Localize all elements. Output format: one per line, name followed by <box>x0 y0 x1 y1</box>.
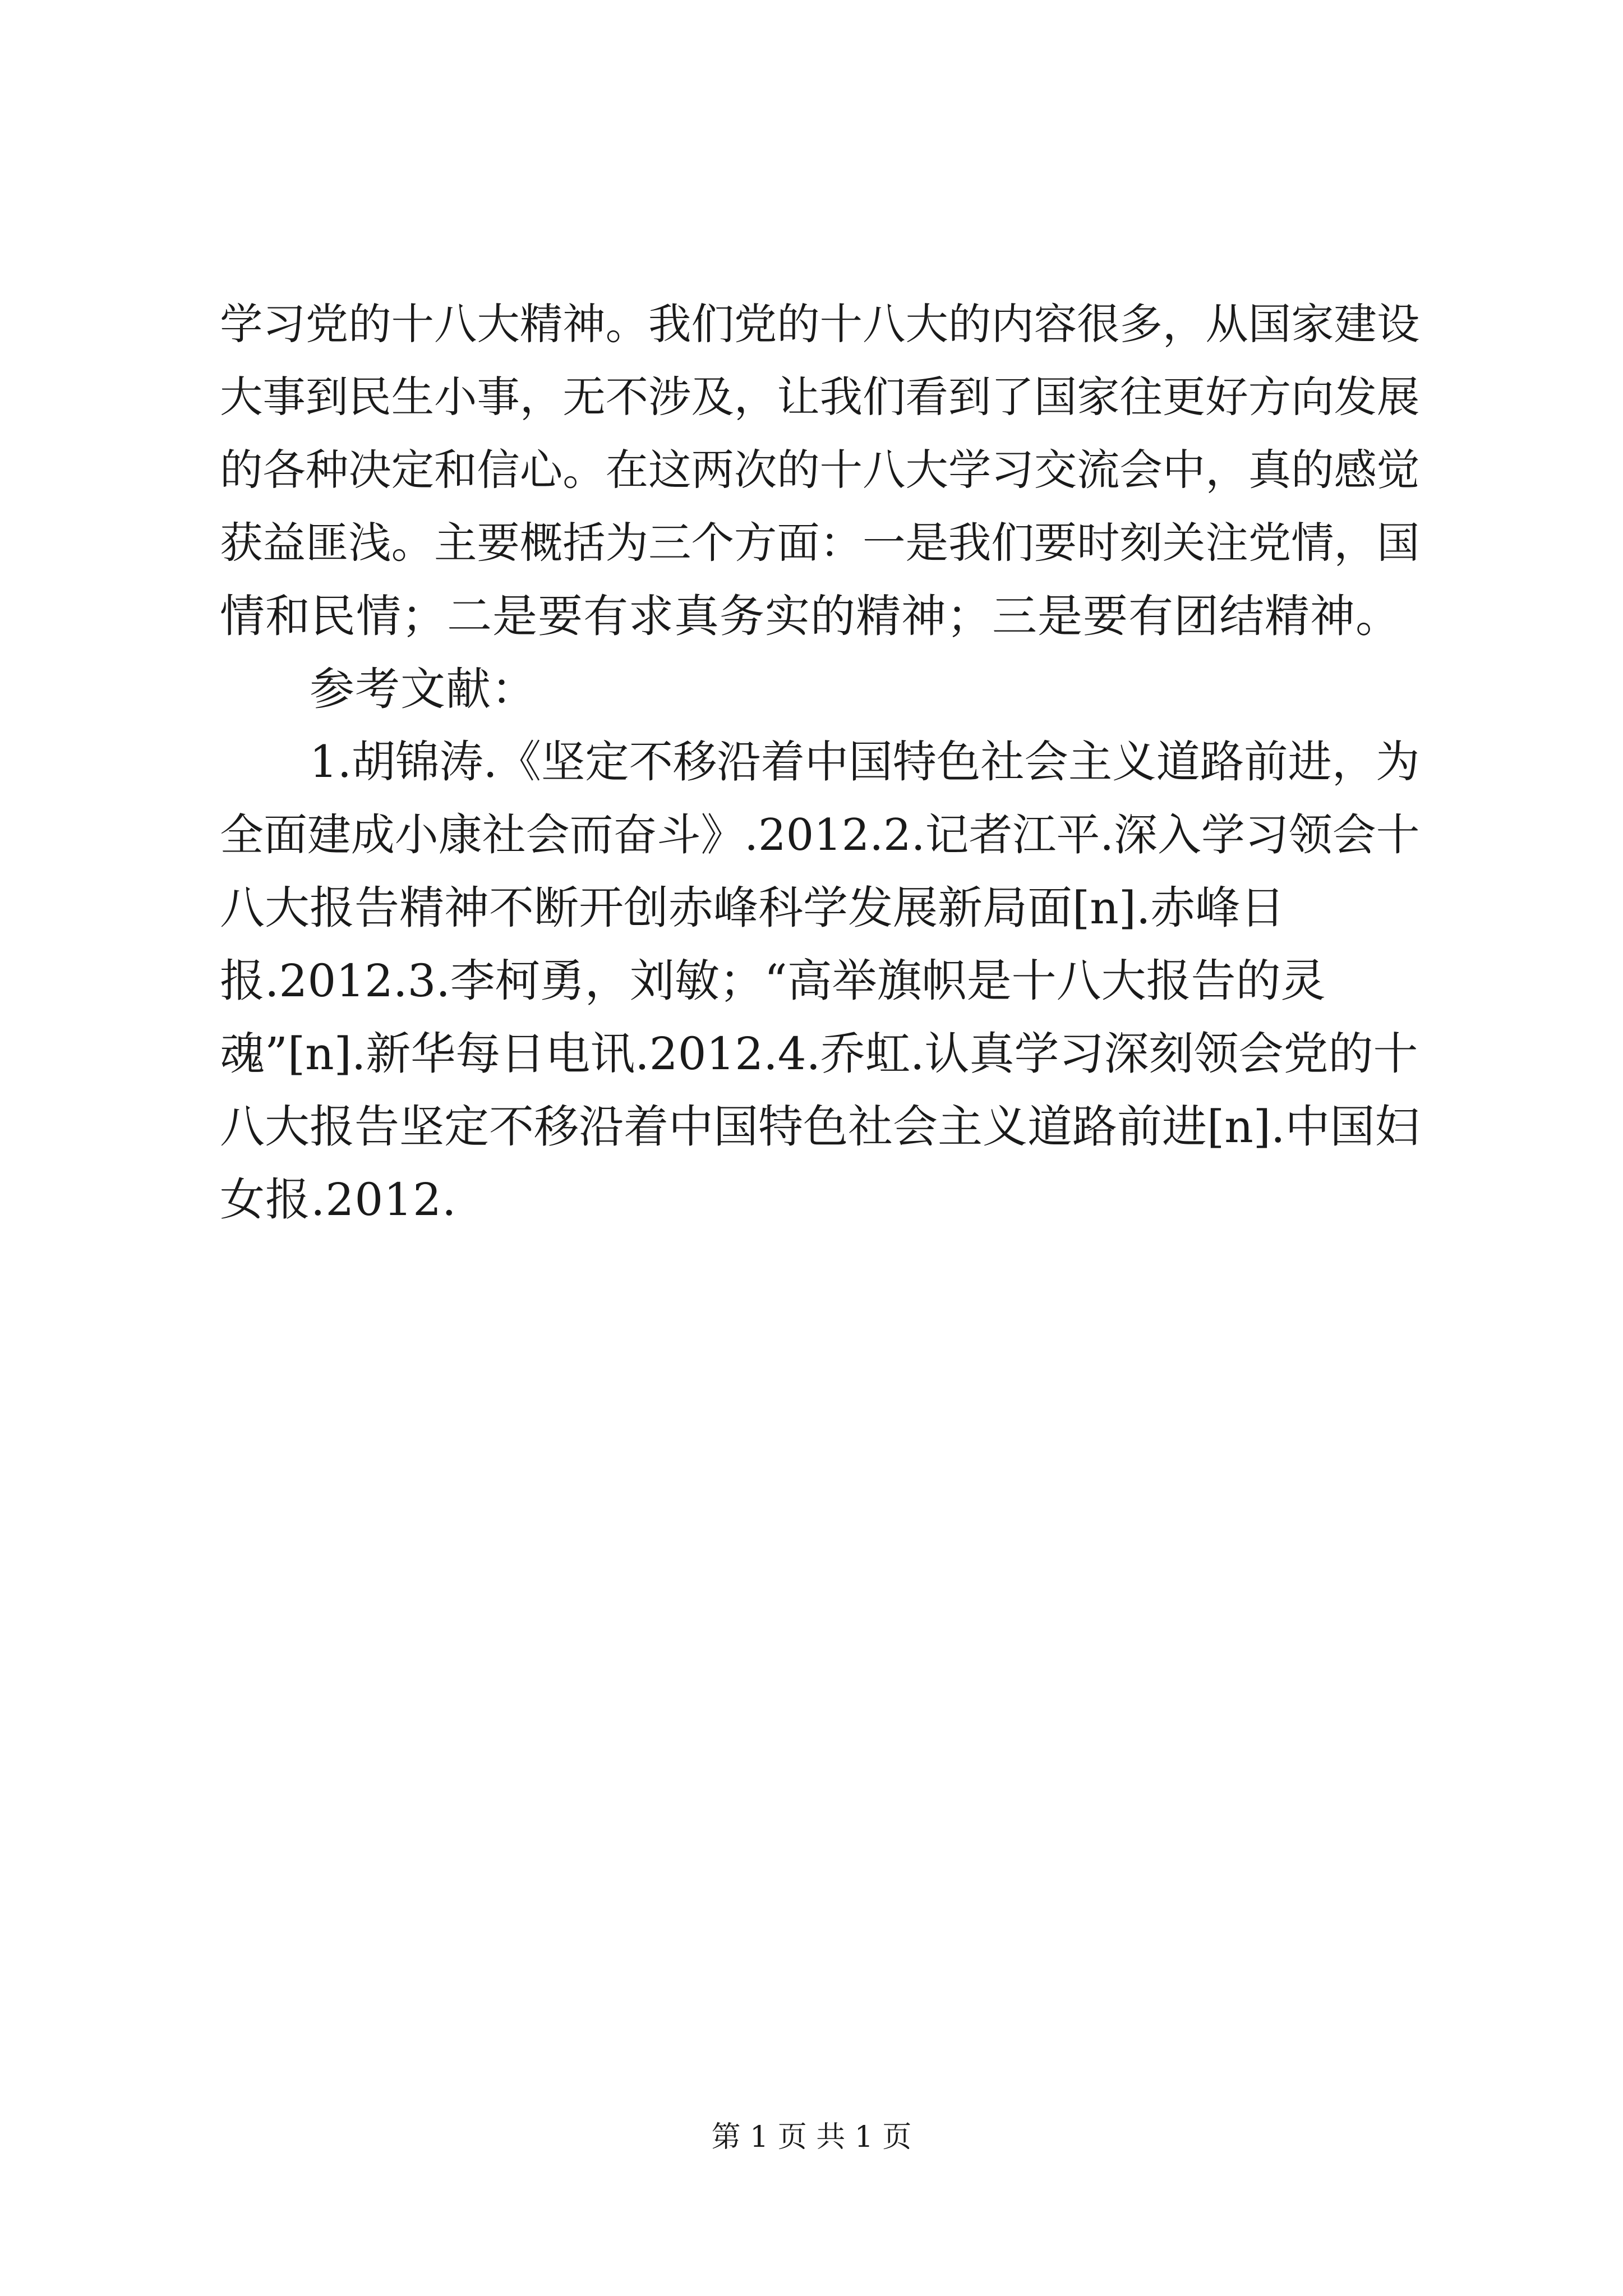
paragraph-line: 获益匪浅。主要概括为三个方面：一是我们要时刻关注党情，国 <box>220 518 1420 568</box>
reference-line: 1.胡锦涛.《坚定不移沿着中国特色社会主义道路前进，为 <box>310 737 1420 788</box>
reference-line: 魂”[n].新华每日电讯.2012.4.乔虹.认真学习深刻领会党的十 <box>220 1028 1418 1080</box>
paragraph-line: 学习党的十八大精神。我们党的十八大的内容很多，从国家建设 <box>220 300 1420 349</box>
reference-line: 八大报告精神不断开创赤峰科学发展新局面[n].赤峰日 <box>220 882 1285 934</box>
page-number-footer: 第 1 页 共 1 页 <box>711 2120 912 2154</box>
reference-line: 报.2012.3.李柯勇，刘敏；“高举旗帜是十八大报告的灵 <box>220 955 1326 1007</box>
references-heading: 参考文献： <box>310 663 537 715</box>
paragraph-line: 的各种决定和信心。在这两次的十八大学习交流会中，真的感觉 <box>220 445 1420 495</box>
reference-line: 女报.2012. <box>220 1174 457 1226</box>
document-body <box>220 288 1420 1236</box>
paragraph-line: 大事到民生小事，无不涉及，让我们看到了国家往更好方向发展 <box>220 372 1420 422</box>
reference-line: 八大报告坚定不移沿着中国特色社会主义道路前进[n].中国妇 <box>220 1101 1420 1153</box>
reference-line: 全面建成小康社会而奋斗》.2012.2.记者江平.深入学习领会十 <box>220 810 1420 861</box>
paragraph-line: 情和民情；二是要有求真务实的精神；三是要有团结精神。 <box>220 590 1401 642</box>
